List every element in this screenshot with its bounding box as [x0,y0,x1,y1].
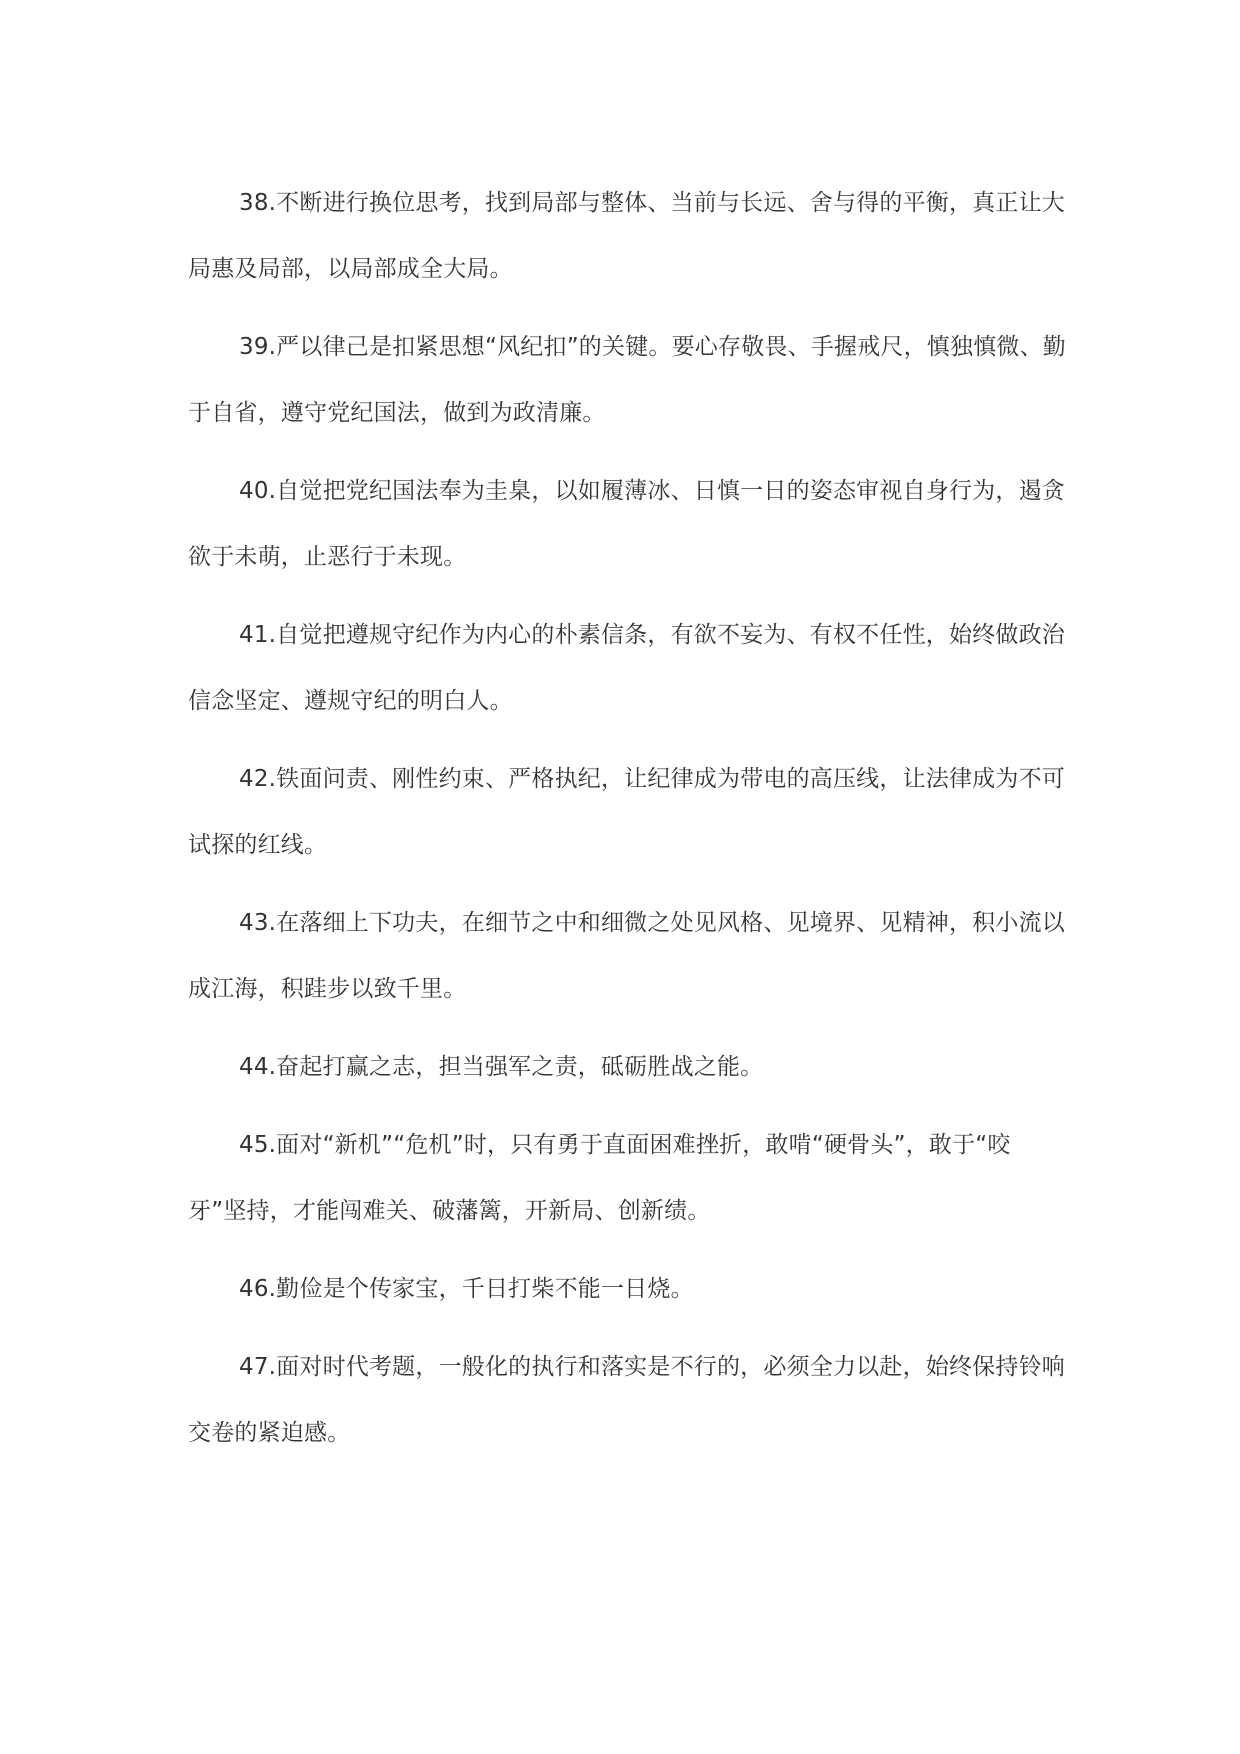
paragraph-46: 46.勤俭是个传家宝，千日打柴不能一日烧。 [239,1276,694,1302]
paragraph-40: 40.自觉把党纪国法奉为圭臬，以如履薄冰、日慎一日的姿态审视自身行为，遏贪欲于未萌，止恶行于未现。 [188,478,1065,570]
paragraph-45: 45.面对“新机”“危机”时，只有勇于直面困难挫折，敢啃“硬骨头”，敢于“咬牙”坚持，才能闯难关、破藩篱，开新局、创新绩。 [188,1132,1011,1224]
paragraph-38: 38.不断进行换位思考，找到局部与整体、当前与长远、舍与得的平衡，真正让大局惠及局部，以局部成全大局。 [188,190,1065,282]
document-body [188,170,1068,1478]
paragraph-44: 44.奋起打赢之志，担当强军之责，砥砺胜战之能。 [239,1054,764,1080]
paragraph-39: 39.严以律己是扣紧思想“风纪扣”的关键。要心存敬畏、手握戒尺，慎独慎微、勤于自省，遵守党纪国法，做到为政清廉。 [188,334,1067,426]
paragraph-41: 41.自觉把遵规守纪作为内心的朴素信条，有欲不妄为、有权不任性，始终做政治信念坚定、遵规守纪的明白人。 [188,622,1065,714]
paragraph-42: 42.铁面问责、刚性约束、严格执纪，让纪律成为带电的高压线，让法律成为不可试探的红线。 [188,766,1065,858]
paragraph-43: 43.在落细上下功夫，在细节之中和细微之处见风格、见境界、见精神，积小流以成江海，积跬步以致千里。 [188,910,1065,1002]
paragraph-47: 47.面对时代考题，一般化的执行和落实是不行的，必须全力以赴，始终保持铃响交卷的紧迫感。 [188,1354,1065,1446]
